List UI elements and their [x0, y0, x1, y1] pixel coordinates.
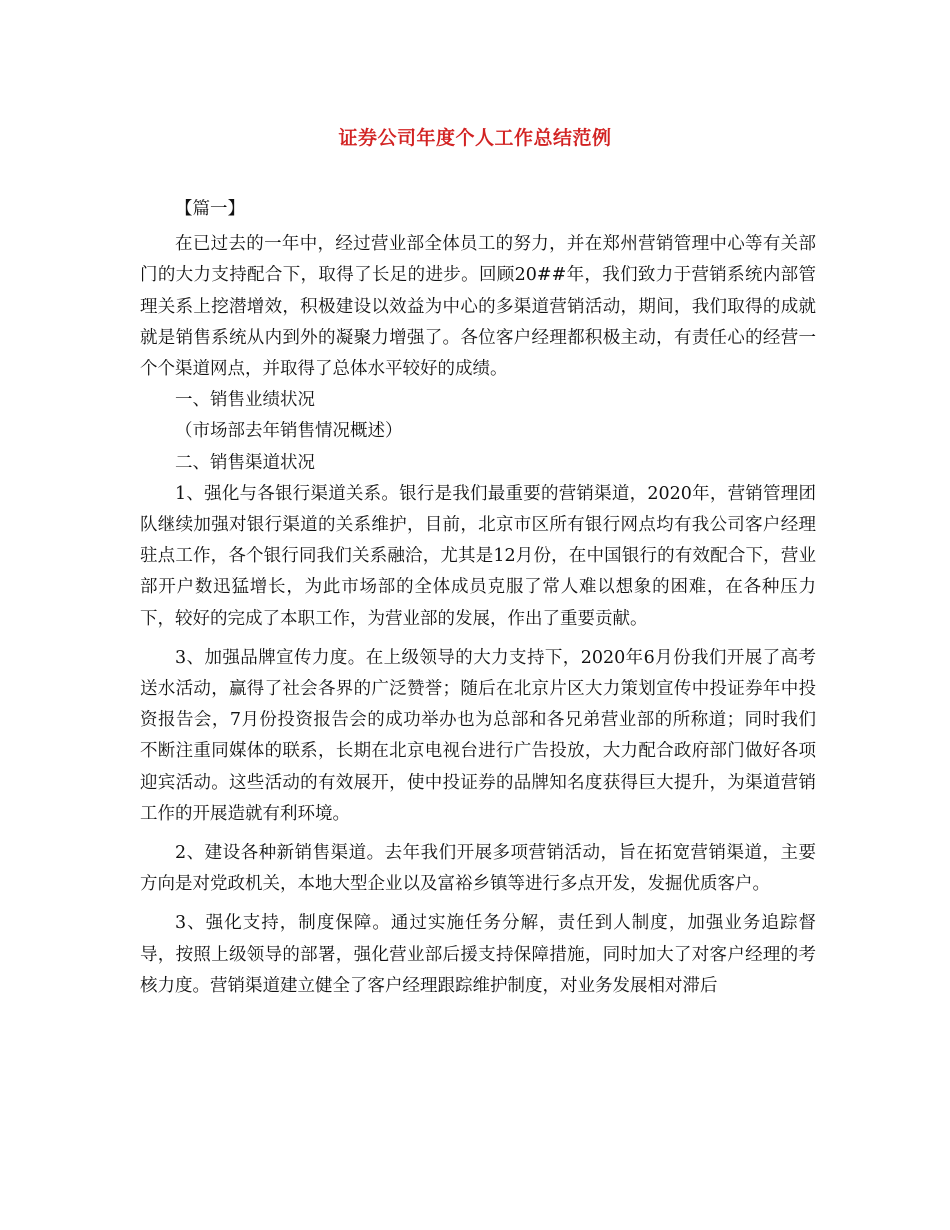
new-channels-paragraph: 2、建设各种新销售渠道。去年我们开展多项营销活动，旨在拓宽营销渠道，主要方向是对党政机关，本地大型企业以及富裕乡镇等进行多点开发，发掘优质客户。: [140, 843, 816, 895]
bank-channel-paragraph: 1、强化与各银行渠道关系。银行是我们最重要的营销渠道，2020年，营销管理团队继续加强对银行渠道的关系维护，目前，北京市区所有银行网点均有我公司客户经理驻点工作，各个银行同我们关系融洽，尤其是12月份，在中国银行的有效配合下，营业部开户数迅猛增长，为此市场部的全体成员克服了常人难以想象的困难，在各种压力下，较好的完成了本职工作，为营业部的发展，作出了重要贡献。: [140, 483, 816, 629]
heading-sales-performance: 一、销售业绩状况: [175, 390, 315, 411]
brand-promotion-paragraph: 3、加强品牌宣传力度。在上级领导的大力支持下，2020年6月份我们开展了高考送水活动，赢得了社会各界的广泛赞誉；随后在北京片区大力策划宣传中投证券年中投资报告会，7月份投资报告会的成功举办也为总部和各兄弟营业部的所称道；同时我们不断注重同媒体的联系，长期在北京电视台进行广告投放，大力配合政府部门做好各项迎宾活动。这些活动的有效展开，使中投证券的品牌知名度获得巨大提升，为渠道营销工作的开展造就有利环境。: [140, 647, 816, 824]
section-label: 【篇一】: [175, 199, 245, 219]
support-system-paragraph: 3、强化支持，制度保障。通过实施任务分解，责任到人制度，加强业务追踪督导，按照上级领导的部署，强化营业部后援支持保障措施，同时加大了对客户经理的考核力度。营销渠道建立健全了客户经理跟踪维护制度，对业务发展相对滞后: [140, 913, 816, 996]
heading-sales-channels: 二、销售渠道状况: [175, 452, 315, 473]
sales-overview-note: （市场部去年销售情况概述）: [175, 421, 403, 442]
document-title: 证券公司年度个人工作总结范例: [338, 127, 612, 149]
document-body: [140, 194, 816, 1002]
intro-paragraph: 在已过去的一年中，经过营业部全体员工的努力，并在郑州营销管理中心等有关部门的大力支持配合下，取得了长足的进步。回顾20##年，我们致力于营销系统内部管理关系上挖潜增效，积极建设以效益为中心的多渠道营销活动，期间，我们取得的成就就是销售系统从内到外的凝聚力增强了。各位客户经理都积极主动，有责任心的经营一个个渠道网点，并取得了总体水平较好的成绩。: [140, 234, 816, 380]
